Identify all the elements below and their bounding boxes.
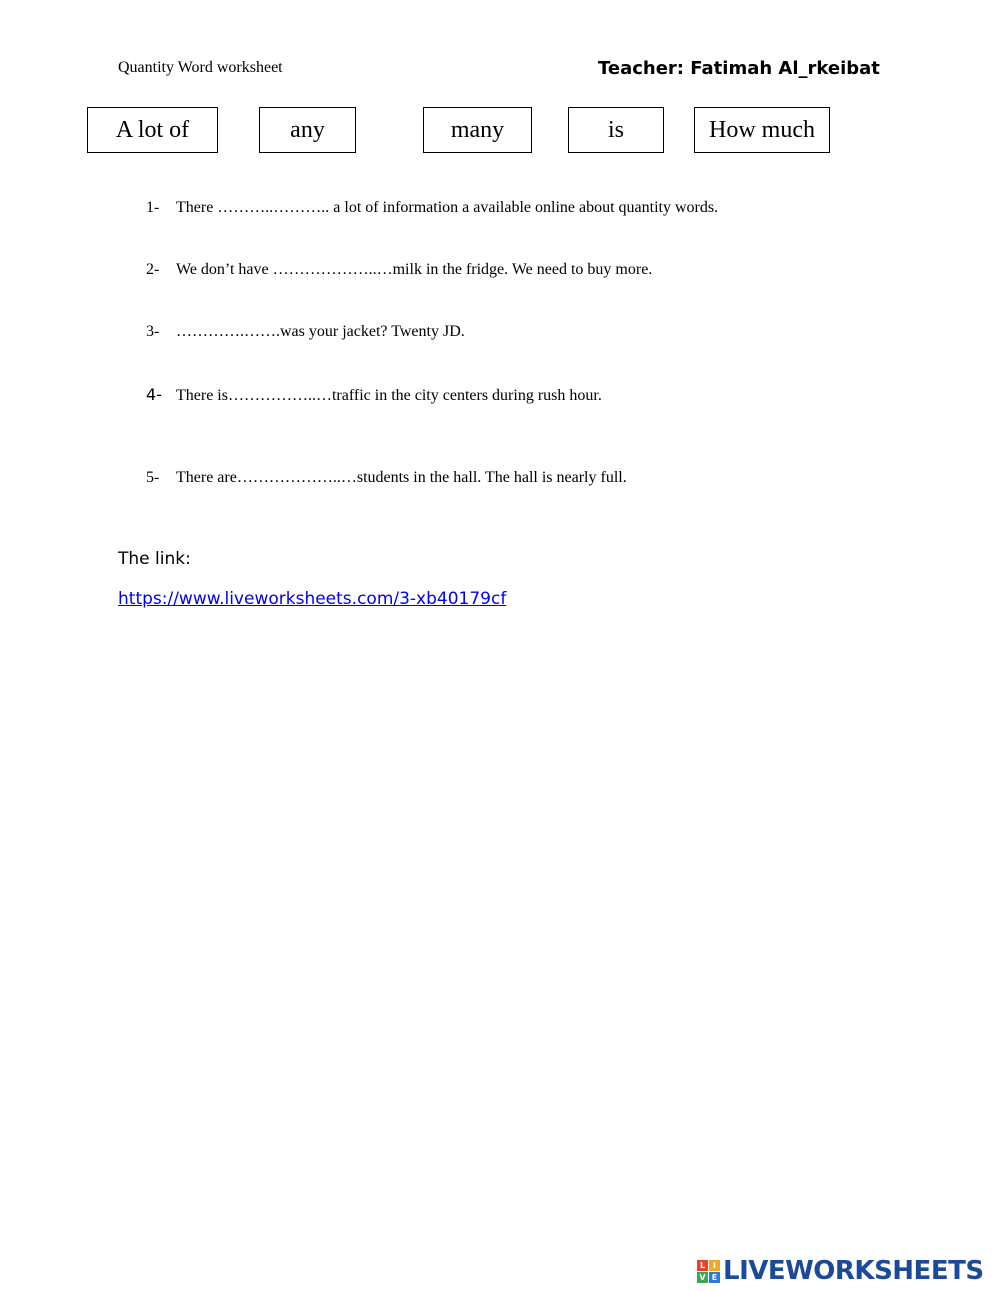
liveworksheets-logo bbox=[697, 1255, 984, 1287]
question-number: 2- bbox=[146, 261, 160, 278]
logo-letter-l: L bbox=[697, 1260, 708, 1271]
question-text: There ………..……….. a lot of information a available online about quantity words. bbox=[176, 199, 719, 216]
question-text: We don’t have ………………..…milk in the fridge. We need to buy more. bbox=[176, 261, 653, 278]
teacher-name: Teacher: Fatimah Al_rkeibat bbox=[598, 58, 880, 79]
logo-mark-icon bbox=[697, 1260, 720, 1283]
question-number: 1- bbox=[146, 199, 160, 216]
question-number: 4- bbox=[146, 385, 162, 404]
question-text: ………….…….was your jacket? Twenty JD. bbox=[176, 323, 465, 340]
question-5 bbox=[146, 469, 627, 487]
worksheet-link[interactable]: https://www.liveworksheets.com/3-xb40179cf bbox=[118, 589, 507, 609]
question-4 bbox=[146, 385, 602, 405]
logo-letter-e: E bbox=[709, 1272, 720, 1283]
question-text: There are………………..…students in the hall. The hall is nearly full. bbox=[176, 469, 627, 486]
logo-letter-i: I bbox=[709, 1260, 720, 1271]
logo-letter-v: V bbox=[697, 1272, 708, 1283]
question-3 bbox=[146, 323, 465, 341]
word-box-many[interactable]: many bbox=[423, 107, 532, 153]
question-1 bbox=[146, 199, 718, 217]
question-text: There is……………..…traffic in the city centers during rush hour. bbox=[176, 387, 602, 404]
question-number: 5- bbox=[146, 469, 160, 486]
word-box-any[interactable]: any bbox=[259, 107, 356, 153]
word-box-a-lot-of[interactable]: A lot of bbox=[87, 107, 218, 153]
word-box-how-much[interactable]: How much bbox=[694, 107, 830, 153]
link-label: The link: bbox=[118, 549, 191, 569]
question-number: 3- bbox=[146, 323, 160, 340]
question-2 bbox=[146, 261, 652, 279]
worksheet-title: Quantity Word worksheet bbox=[118, 59, 283, 76]
logo-text: LIVEWORKSHEETS bbox=[723, 1256, 984, 1286]
word-box-is[interactable]: is bbox=[568, 107, 664, 153]
